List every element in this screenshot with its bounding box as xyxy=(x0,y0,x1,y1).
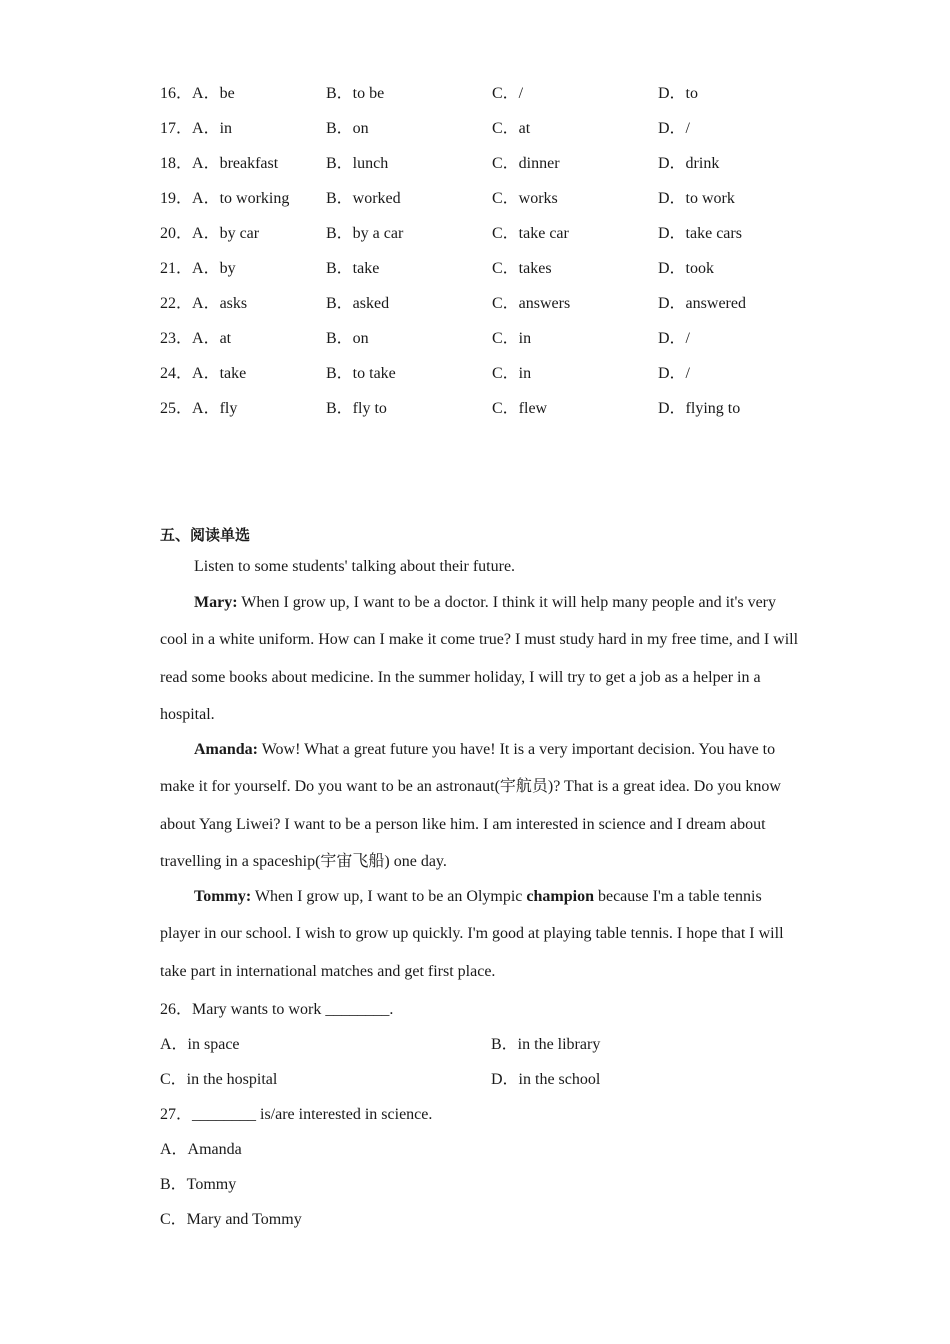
option-c: C．in xyxy=(492,330,532,347)
question-27-option-c: C．Mary and Tommy xyxy=(160,1211,302,1228)
question-27-option-b: B．Tommy xyxy=(160,1176,237,1193)
option-c: C．dinner xyxy=(492,155,560,172)
question-row-21 xyxy=(160,249,778,284)
option-b: B．to take xyxy=(326,365,396,382)
question-row-16 xyxy=(160,74,778,109)
option-d: D．answered xyxy=(658,295,746,312)
option-c: C．flew xyxy=(492,400,548,417)
question-26-option-c: C．in the hospital xyxy=(160,1071,278,1088)
option-d: D．drink xyxy=(658,155,720,172)
question-26-option-a: A．in space xyxy=(160,1036,240,1053)
option-b: B．asked xyxy=(326,295,390,312)
option-c: C．at xyxy=(492,120,531,137)
speaker-name-tommy: Tommy: xyxy=(194,888,252,905)
question-row-23 xyxy=(160,319,778,354)
question-row-19 xyxy=(160,179,778,214)
option-a: 22．A．asks xyxy=(160,295,248,312)
option-a: 17．A．in xyxy=(160,120,233,137)
option-a: 24．A．take xyxy=(160,365,247,382)
option-c: C．works xyxy=(492,190,558,207)
question-row-22 xyxy=(160,284,778,319)
option-c: C．in xyxy=(492,365,532,382)
option-c: C．/ xyxy=(492,85,524,102)
option-c: C．takes xyxy=(492,260,552,277)
option-d: D．/ xyxy=(658,330,691,347)
option-b: B．lunch xyxy=(326,155,389,172)
bold-word-champion: champion xyxy=(526,888,594,905)
question-row-18 xyxy=(160,144,778,179)
option-d: D．took xyxy=(658,260,715,277)
option-c: C．answers xyxy=(492,295,571,312)
option-a: 23．A．at xyxy=(160,330,232,347)
question-row-17 xyxy=(160,109,778,144)
question-26-stem: 26．Mary wants to work ________. xyxy=(160,1001,394,1018)
speaker-name-amanda: Amanda: xyxy=(194,741,259,758)
question-27-stem: 27．________ is/are interested in science. xyxy=(160,1106,433,1123)
option-d: D．to xyxy=(658,85,699,102)
option-d: D．to work xyxy=(658,190,735,207)
option-d: D．flying to xyxy=(658,400,741,417)
option-a: 20．A．by car xyxy=(160,225,260,242)
passage-amanda: Amanda: Wow! What a great future you have! It is a very important decision. You have to make it for yourself. Do you want to be an astronaut(宇航员)? That is a great idea. Do you know about Yang Liwei? I want to be a person like him. I am interested in science and I dream about travelling in a spaceship(宇宙飞船) one day. xyxy=(160,741,781,870)
option-b: B．fly to xyxy=(326,400,387,417)
option-a: 21．A．by xyxy=(160,260,236,277)
option-d: D．take cars xyxy=(658,225,742,242)
option-b: B．take xyxy=(326,260,380,277)
section-title: 五、阅读单选 xyxy=(160,526,251,544)
question-27-option-a: A．Amanda xyxy=(160,1141,242,1158)
option-a: 18．A．breakfast xyxy=(160,155,279,172)
choice-options-table xyxy=(160,74,778,424)
option-d: D．/ xyxy=(658,120,691,137)
option-b: B．by a car xyxy=(326,225,404,242)
option-b: B．worked xyxy=(326,190,401,207)
option-a: 25．A．fly xyxy=(160,400,238,417)
question-26-option-b: B．in the library xyxy=(491,1036,601,1053)
question-row-20 xyxy=(160,214,778,249)
question-row-24 xyxy=(160,354,778,389)
passage-intro: Listen to some students' talking about their future. xyxy=(194,558,516,575)
passage-mary: Mary: When I grow up, I want to be a doctor. I think it will help many people and it's very cool in a white uniform. How can I make it come true? I must study hard in my free time, and I will read some books about medicine. In the summer holiday, I will try to get a job as a helper in a hospital. xyxy=(160,594,799,723)
option-b: B．on xyxy=(326,330,369,347)
option-b: B．to be xyxy=(326,85,385,102)
option-b: B．on xyxy=(326,120,369,137)
option-a: 19．A．to working xyxy=(160,190,290,207)
speaker-name-mary: Mary: xyxy=(194,594,238,611)
option-d: D．/ xyxy=(658,365,691,382)
question-26-option-d: D．in the school xyxy=(491,1071,601,1088)
option-a: 16．A．be xyxy=(160,85,235,102)
passage-tommy: Tommy: When I grow up, I want to be an Olympic champion because I'm a table tennis player in our school. I wish to grow up quickly. I'm good at playing table tennis. I hope that I will take part in international matches and get first place. xyxy=(160,888,784,980)
option-c: C．take car xyxy=(492,225,569,242)
question-row-25 xyxy=(160,389,778,424)
